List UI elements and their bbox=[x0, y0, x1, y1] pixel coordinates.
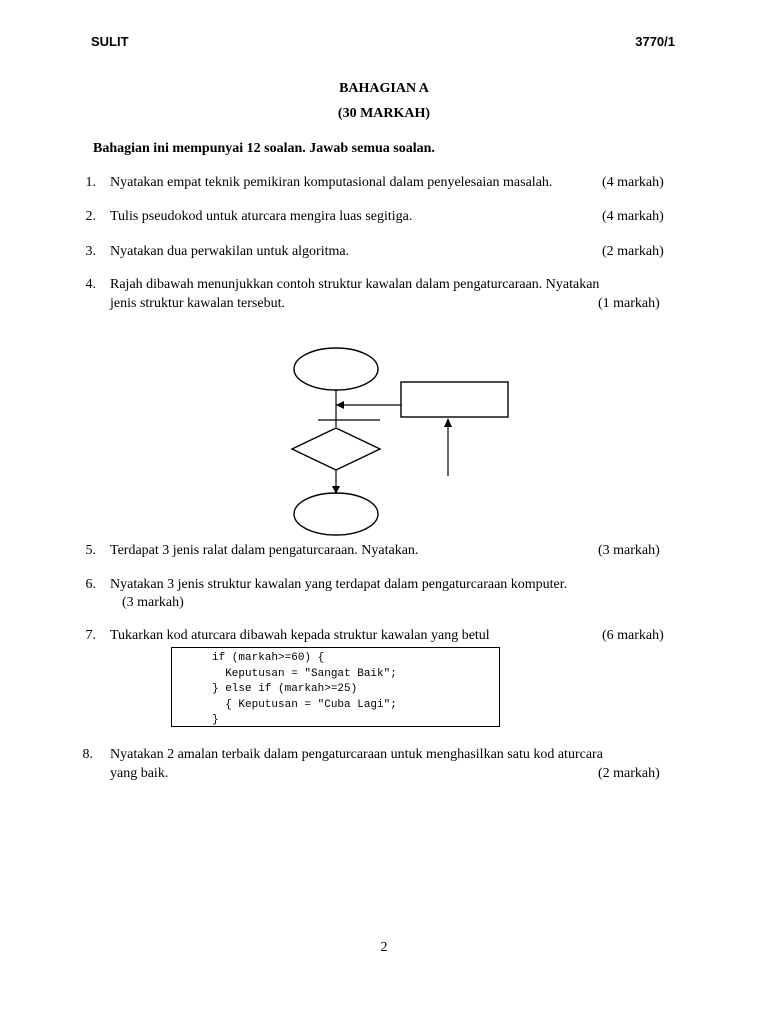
question-text: Nyatakan empat teknik pemikiran komputasional dalam penyelesaian masalah. bbox=[110, 175, 553, 190]
code-snippet: if (markah>=60) { Keputusan = "Sangat Baik"; } else if (markah>=25) { Keputusan = "Cuba Lagi"; } bbox=[212, 652, 397, 726]
page-number: 2 bbox=[380, 940, 388, 955]
question-marks: (3 markah) bbox=[598, 543, 660, 558]
question-number: 8. bbox=[82, 747, 93, 762]
question-number: 5. bbox=[85, 543, 96, 558]
question-number: 7. bbox=[85, 628, 96, 643]
section-instruction: Bahagian ini mempunyai 12 soalan. Jawab semua soalan. bbox=[93, 141, 435, 156]
question-text: Tukarkan kod aturcara dibawah kepada struktur kawalan yang betul bbox=[110, 628, 490, 643]
question-text-line-2: yang baik. bbox=[110, 766, 169, 781]
arrow-head bbox=[336, 401, 344, 409]
question-text: Rajah dibawah menunjukkan contoh struktur kawalan dalam pengaturcaraan. Nyatakan bbox=[110, 277, 600, 292]
question-text: Nyatakan dua perwakilan untuk algoritma. bbox=[110, 244, 350, 259]
section-marks: (30 MARKAH) bbox=[337, 106, 431, 121]
question-marks: (3 markah) bbox=[122, 595, 184, 610]
question-text: Nyatakan 3 jenis struktur kawalan yang terdapat dalam pengaturcaraan komputer. bbox=[110, 577, 568, 592]
question-marks: (1 markah) bbox=[598, 296, 660, 311]
question-text: Nyatakan 2 amalan terbaik dalam pengaturcaraan untuk menghasilkan satu kod aturcara bbox=[110, 747, 603, 762]
process-box bbox=[401, 382, 508, 417]
question-number: 1. bbox=[85, 175, 96, 190]
start-terminator bbox=[294, 348, 378, 390]
question-marks: (6 markah) bbox=[602, 628, 664, 643]
question-marks: (2 markah) bbox=[598, 766, 660, 781]
question-number: 2. bbox=[85, 209, 96, 224]
decision-diamond bbox=[292, 428, 380, 470]
paper-code: 3770/1 bbox=[635, 34, 675, 49]
header-left-label: SULIT bbox=[91, 34, 129, 49]
question-marks: (2 markah) bbox=[602, 244, 664, 259]
question-number: 4. bbox=[85, 277, 96, 292]
question-number: 3. bbox=[85, 244, 96, 259]
section-title: BAHAGIAN A bbox=[339, 81, 429, 96]
question-number: 6. bbox=[85, 577, 96, 592]
question-text-line-2: jenis struktur kawalan tersebut. bbox=[110, 296, 285, 311]
question-text: Terdapat 3 jenis ralat dalam pengaturcaraan. Nyatakan. bbox=[110, 543, 419, 558]
code-snippet-box bbox=[171, 647, 500, 727]
question-marks: (4 markah) bbox=[602, 175, 664, 190]
end-terminator bbox=[294, 493, 378, 535]
question-text: Tulis pseudokod untuk aturcara mengira luas segitiga. bbox=[110, 209, 413, 224]
question-marks: (4 markah) bbox=[602, 209, 664, 224]
arrow-head bbox=[444, 418, 452, 427]
